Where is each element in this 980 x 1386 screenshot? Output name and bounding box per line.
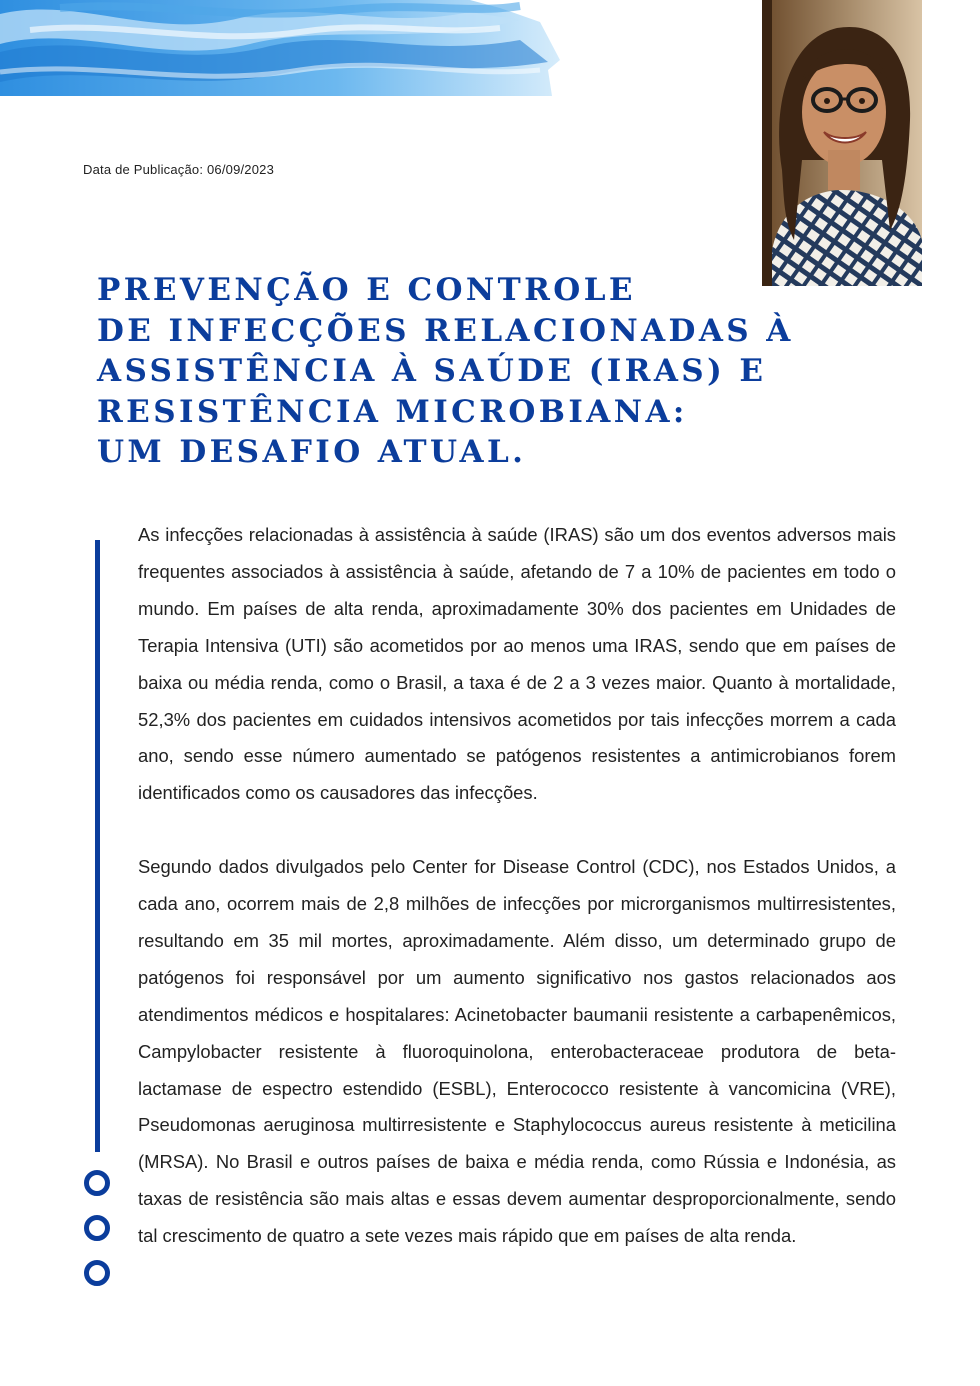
vertical-accent-line — [95, 540, 100, 1152]
circle-bullet-icon — [84, 1215, 110, 1241]
author-photo — [762, 0, 922, 286]
body-paragraph: Segundo dados divulgados pelo Center for Disease Control (CDC), nos Estados Unidos, a cada ano, ocorrem mais de 2,8 milhões de infecções por microrganismos multirresistentes, resultando em 35 mil mortes, aproximadamente. Além disso, um determinado grupo de patógenos foi responsável por um aumento significativo nos gastos relacionados aos atendimentos médicos e hospitalares: Acinetobacter baumanii resistente a carbapenêmicos, Campylobacter resistente à fluoroquinolona, enterobacteraceae produtora de beta-lactamase de espectro estendido (ESBL), Enterococco resistente à vancomicina (VRE), Pseudomonas aeruginosa multirresistente e Staphylococcus aureus resistente à meticilina (MRSA). No Brasil e outros países de baixa e média renda, como Rússia e Indonésia, as taxas de resistência são mais altas e essas devem aumentar desproporcionalmente, sendo tal crescimento de quatro a sete vezes mais rápido que em países de alta renda. — [138, 856, 896, 1247]
article-body — [138, 517, 896, 1255]
watercolor-wave-banner — [0, 0, 560, 100]
body-paragraph: As infecções relacionadas à assistência à saúde (IRAS) são um dos eventos adversos mais frequentes associados à assistência à saúde, afetando de 7 a 10% de pacientes em todo o mundo. Em países de alta renda, aproximadamente 30% dos pacientes em Unidades de Terapia Intensiva (UTI) são acometidos por ao menos uma IRAS, sendo que em países de baixa ou média renda, como o Brasil, a taxa é de 2 a 3 vezes maior. Quanto à mortalidade, 52,3% dos pacientes em cuidados intensivos acometidos por tais infecções morrem a cada ano, sendo esse número aumentado se patógenos resistentes a antimicrobianos forem identificados como os causadores das infecções. — [138, 524, 896, 804]
article-title — [97, 270, 794, 473]
title-line: RESISTÊNCIA MICROBIANA: — [97, 393, 688, 430]
publication-date: Data de Publicação: 06/09/2023 — [83, 162, 275, 177]
title-line: PREVENÇÃO E CONTROLE — [97, 272, 636, 308]
title-line: ASSISTÊNCIA À SAÚDE (IRAS) E — [97, 353, 767, 389]
circle-bullet-icon — [84, 1170, 110, 1196]
title-line: DE INFECÇÕES RELACIONADAS À — [97, 312, 794, 349]
title-line: UM DESAFIO ATUAL. — [97, 434, 527, 470]
circle-bullet-icon — [84, 1260, 110, 1286]
